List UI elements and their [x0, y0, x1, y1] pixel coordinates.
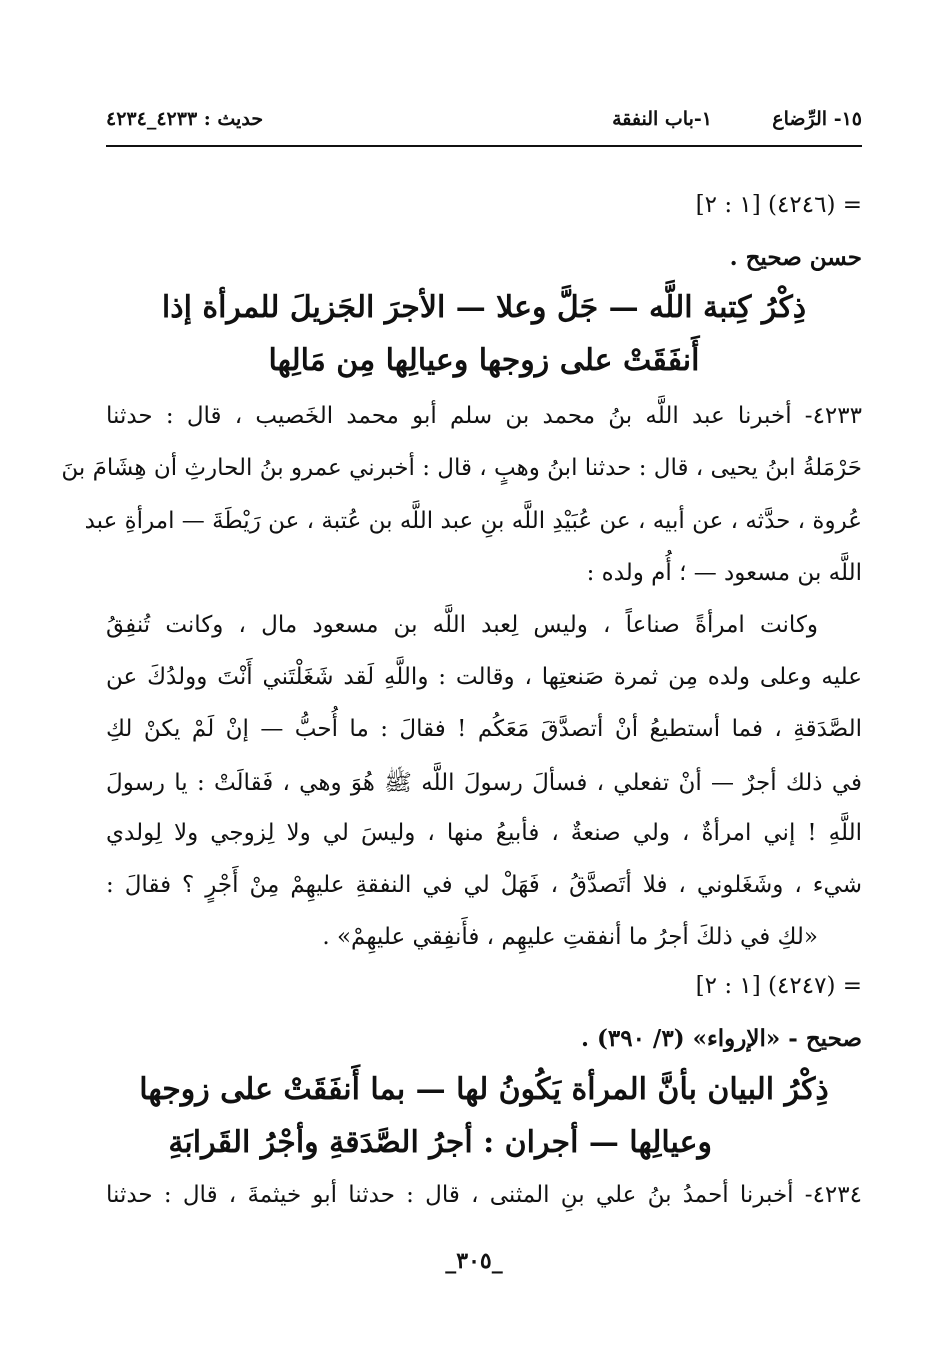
chapter-heading-line: ذِكْرُ كِتبة اللَّه — جَلَّ وعلا — الأجرَ الجَزيلَ للمرأة إذا	[161, 290, 807, 325]
isnad-line: ٤٢٣٤- أخبرنا أحمدُ بنُ علي بنِ المثنى ، قال : حدثنا أبو خيثمةَ ، قال : حدثنا	[106, 1182, 862, 1208]
grade-line: حسن صحيح .	[729, 244, 862, 271]
header-rule	[106, 145, 862, 147]
page-number: _٣٠٥_	[445, 1248, 503, 1274]
chapter-heading-line: ذِكْرُ البيان بأنَّ المرأة يَكُونُ لها — بما أَنفَقَتْ على زوجها	[139, 1072, 829, 1107]
chapter-title: ١٥- الرِّضاع	[772, 108, 862, 130]
isnad-line: اللَّه بن مسعود — ؛ أُم ولده :	[586, 560, 862, 586]
isnad-line: حَرْمَلةُ ابنُ يحيى ، قال : حدثنا ابنُ وهبٍ ، قال : أخبرني عمرو بنُ الحارثِ أن هِشَامَ بنَ	[61, 455, 862, 481]
isnad-line: ٤٢٣٣- أخبرنا عبد اللَّه بنُ محمد بن سلم أبو محمد الخَصيب ، قال : حدثنا	[106, 403, 862, 429]
running-header	[106, 108, 862, 140]
matn-line: شيء ، وشَغَلوني ، فلا أتَصدَّقُ ، فَهَلْ لي في النفقةِ عليهِمْ مِنْ أَجْرٍ ؟ فقالَ :	[106, 872, 862, 898]
matn-line: في ذلك أجرٌ — أنْ تفعلي ، فسألَ رسولَ اللَّه ﷺ هُوَ وهي ، فَقالَتْ : يا رسولَ	[106, 770, 862, 796]
matn-line: عليه وعلى ولده مِن ثمرة صَنعتِها ، وقالت : واللَّهِ لَقد شَغَلْتَني أَنْتَ وولدُكَ عن	[106, 664, 862, 690]
chapter-heading-line: وعيالِها — أجران : أجرُ الصَّدَقةِ وأجْرُ القَرابَةِ	[168, 1125, 712, 1160]
matn-line: الصَّدَقةِ ، فما أستطيعُ أنْ أتصدَّقَ مَعَكُم ! فقالَ : ما أُحبُّ — إنْ لَمْ يكنْ لكِ	[106, 716, 862, 742]
section-title: ١-باب النفقة	[612, 108, 712, 130]
isnad-line: عُروة ، حدَّثه ، عن أبيه ، عن عُبَيْدِ اللَّه بنِ عبد اللَّه بن عُتبة ، عن رَيْطَةَ — امرأةِ عبد	[84, 508, 862, 534]
matn-line: «لكِ في ذلكَ أجرُ ما أنفقتِ عليهِم ، فأَنفِقي عليهِمْ» .	[322, 924, 818, 950]
reference-line: = (٤٢٤٦) [١ : ٢]	[695, 192, 862, 218]
hadith-range: حديث : ٤٢٣٣_٤٢٣٤	[106, 108, 264, 130]
chapter-heading-line: أَنفَقَتْ على زوجها وعيالِها مِن مَالِها	[268, 343, 700, 378]
matn-line: اللَّهِ ! إني امرأةٌ ، ولي صنعةٌ ، فأبيعُ منها ، وليسَ لي ولا لِزوجي ولا لِولدي	[106, 820, 862, 846]
reference-line: = (٤٢٤٧) [١ : ٢]	[695, 973, 862, 999]
matn-line: وكانت امرأةً صناعاً ، وليس لِعبد اللَّه بن مسعود مال ، وكانت تُنفِقُ	[106, 612, 818, 638]
grade-line: صحيح - «الإرواء» (٣/ ٣٩٠) .	[580, 1025, 862, 1052]
